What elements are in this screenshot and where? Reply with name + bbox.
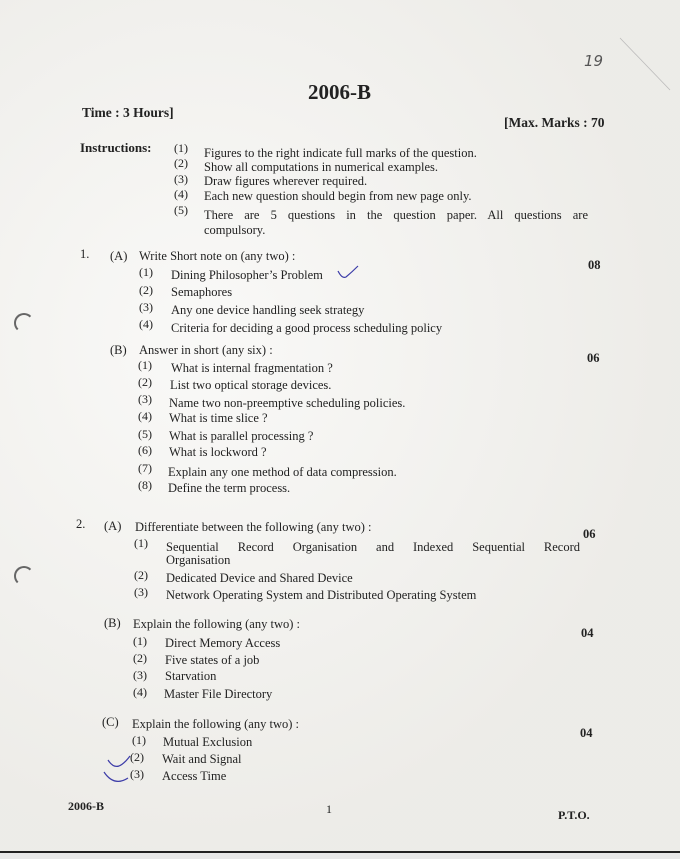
instruction-text: Show all computations in numerical examples.	[204, 160, 438, 174]
max-marks-label: [Max. Marks : 70	[504, 115, 605, 130]
item-num: (6)	[138, 443, 152, 457]
section-text: Write Short note on (any two) :	[139, 249, 296, 263]
instruction-text: Draw figures wherever required.	[204, 174, 368, 188]
scan-border	[0, 853, 680, 859]
fold-line-icon	[620, 38, 670, 90]
item-num: (2)	[138, 375, 152, 389]
tick-mark-icon	[104, 772, 128, 781]
item-num: (1)	[139, 265, 153, 279]
item-text: List two optical storage devices.	[170, 378, 332, 392]
section-text: Explain the following (any two) :	[132, 717, 299, 731]
section-text: Explain the following (any two) :	[133, 617, 300, 631]
item-num: (2)	[130, 750, 144, 764]
section-label: (B)	[104, 616, 121, 630]
question-number: 2.	[76, 517, 86, 531]
item-text: Any one device handling seek strategy	[171, 303, 365, 317]
item-text: What is parallel processing ?	[169, 429, 314, 443]
item-text: Starvation	[165, 669, 217, 683]
marks: 04	[581, 626, 594, 640]
instruction-num: (4)	[174, 187, 188, 201]
section-label: (A)	[110, 249, 128, 263]
item-num: (3)	[134, 585, 148, 599]
section-text: Answer in short (any six) :	[139, 343, 273, 357]
item-text: Criteria for deciding a good process scheduling policy	[171, 321, 443, 335]
marks: 08	[588, 258, 601, 272]
item-num: (1)	[134, 536, 148, 550]
marks: 06	[583, 527, 596, 541]
item-text: Dedicated Device and Shared Device	[166, 571, 353, 585]
instruction-text: Figures to the right indicate full marks of the question.	[204, 146, 477, 160]
item-num: (2)	[134, 568, 148, 582]
handwritten-serial: 19	[584, 52, 604, 70]
item-text: Wait and Signal	[162, 752, 242, 766]
item-num: (3)	[139, 300, 153, 314]
section-label: (B)	[110, 343, 127, 357]
tick-mark-icon	[338, 266, 358, 277]
item-text: Five states of a job	[165, 653, 260, 667]
item-text: Semaphores	[171, 285, 233, 299]
item-text: Master File Directory	[164, 687, 273, 701]
item-num: (1)	[132, 733, 146, 747]
instruction-num: (5)	[174, 203, 188, 217]
item-num: (2)	[139, 283, 153, 297]
section-label: (C)	[102, 715, 119, 729]
item-text: Access Time	[162, 769, 227, 783]
item-text: What is lockword ?	[169, 445, 267, 459]
item-num: (3)	[130, 767, 144, 781]
tick-mark-icon	[108, 756, 130, 766]
item-text: Network Operating System and Distributed Operating System	[166, 588, 477, 602]
paper-title: 2006-B	[308, 80, 371, 104]
instruction-text: There are 5 questions in the question paper. All questions are	[204, 208, 588, 222]
item-text: What is internal fragmentation ?	[171, 361, 333, 375]
item-text: Define the term process.	[168, 481, 291, 495]
item-num: (5)	[138, 427, 152, 441]
item-text-cont: Organisation	[166, 553, 231, 567]
instruction-text-cont: compulsory.	[204, 223, 266, 237]
item-num: (1)	[138, 358, 152, 372]
instructions-label: Instructions:	[80, 140, 152, 155]
marks: 04	[580, 726, 593, 740]
item-num: (1)	[133, 634, 147, 648]
footer-paper-code: 2006-B	[68, 799, 104, 813]
section-text: Differentiate between the following (any two) :	[135, 520, 372, 534]
section-label: (A)	[104, 519, 122, 533]
item-text: Name two non-preemptive scheduling policies.	[169, 396, 406, 410]
item-num: (4)	[133, 685, 147, 699]
footer-page-number: 1	[326, 802, 332, 816]
instruction-num: (3)	[174, 172, 188, 186]
item-text: Dining Philosopher’s Problem	[171, 268, 323, 282]
item-text: Mutual Exclusion	[163, 735, 253, 749]
item-num: (7)	[138, 461, 152, 475]
instruction-num: (2)	[174, 156, 188, 170]
item-num: (4)	[139, 317, 153, 331]
item-num: (3)	[133, 668, 147, 682]
item-text: Sequential Record Organisation and Indexed Sequential Record	[166, 540, 580, 554]
time-label: Time : 3 Hours]	[82, 105, 174, 120]
item-text: Explain any one method of data compression.	[168, 465, 397, 479]
item-num: (3)	[138, 392, 152, 406]
footer-pto: P.T.O.	[558, 808, 590, 822]
marks: 06	[587, 351, 600, 365]
instruction-text: Each new question should begin from new page only.	[204, 189, 472, 203]
item-num: (4)	[138, 409, 152, 423]
instruction-num: (1)	[174, 141, 188, 155]
question-number: 1.	[80, 247, 90, 261]
item-text: Direct Memory Access	[165, 636, 281, 650]
item-text: What is time slice ?	[169, 411, 268, 425]
item-num: (8)	[138, 478, 152, 492]
item-num: (2)	[133, 651, 147, 665]
